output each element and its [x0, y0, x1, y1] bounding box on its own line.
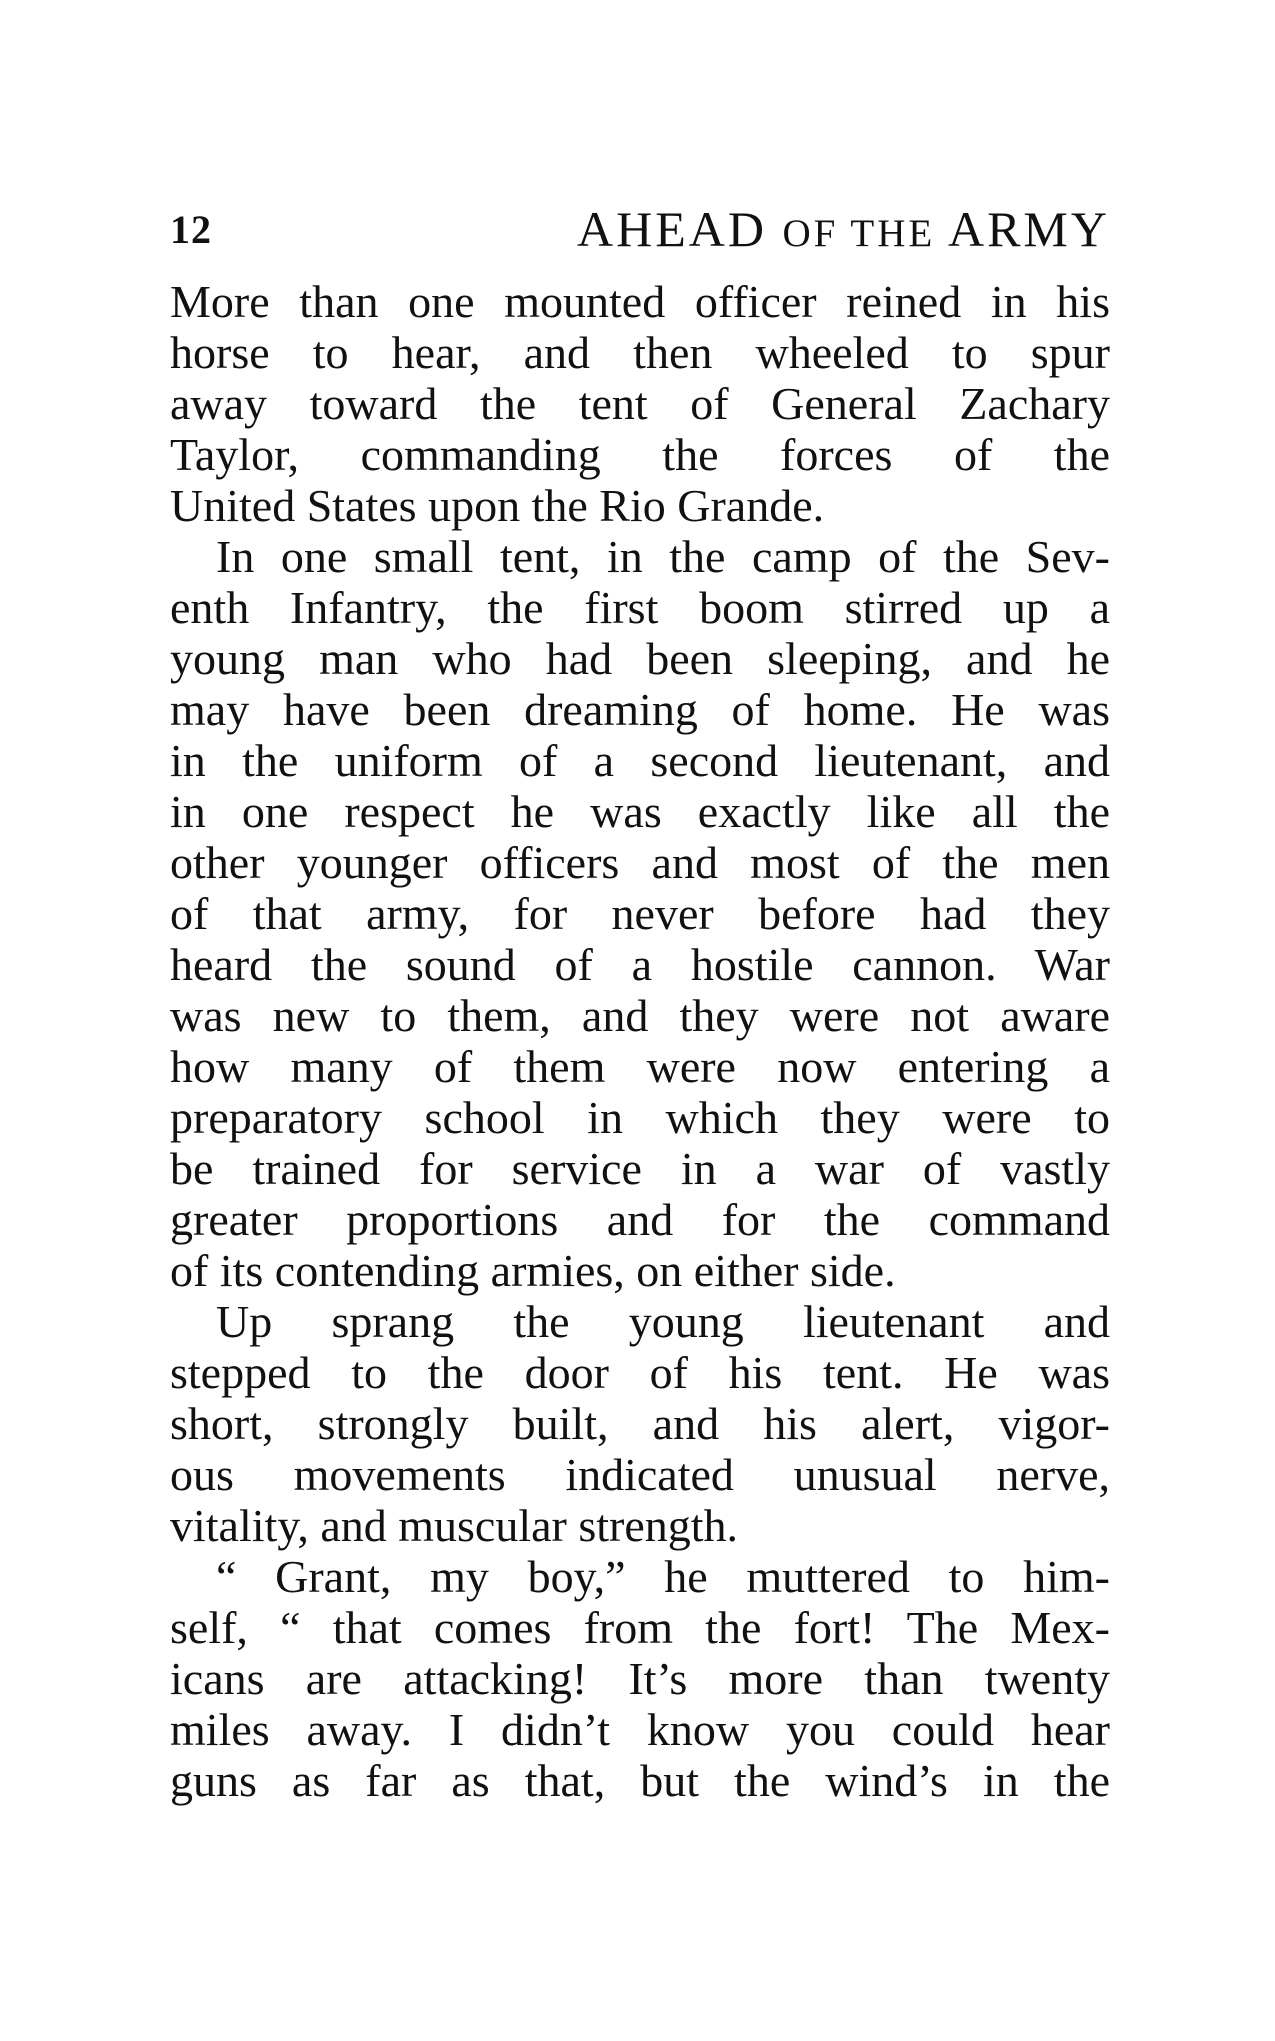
- paragraph-3: [170, 1296, 1110, 1551]
- paragraph-1: [170, 276, 1110, 531]
- text-line: “ Grant, my boy,” he muttered to him-: [216, 1551, 1110, 1602]
- text-line: ous movements indicated unusual nerve,: [170, 1449, 1110, 1500]
- text-line: may have been dreaming of home. He was: [170, 684, 1110, 735]
- text-line: miles away. I didn’t know you could hear: [170, 1704, 1110, 1755]
- text-line: other younger officers and most of the men: [170, 837, 1110, 888]
- text-line: of that army, for never before had they: [170, 888, 1110, 939]
- text-line: In one small tent, in the camp of the Sev-: [216, 531, 1110, 582]
- text-line: vitality, and muscular strength.: [170, 1500, 739, 1551]
- text-line: self, “ that comes from the fort! The Mex-: [170, 1602, 1110, 1653]
- text-line: More than one mounted officer reined in his: [170, 276, 1110, 327]
- text-line: United States upon the Rio Grande.: [170, 480, 825, 531]
- text-line: how many of them were now entering a: [170, 1041, 1110, 1092]
- text-line: heard the sound of a hostile cannon. War: [170, 939, 1110, 990]
- text-line: away toward the tent of General Zachary: [170, 378, 1110, 429]
- text-line: Up sprang the young lieutenant and: [216, 1296, 1110, 1347]
- text-line: Taylor, commanding the forces of the: [170, 429, 1110, 480]
- text-line: guns as far as that, but the wind’s in the: [170, 1755, 1110, 1806]
- text-line: in one respect he was exactly like all the: [170, 786, 1110, 837]
- running-title-word-ahead: AHEAD: [577, 201, 767, 257]
- text-line: was new to them, and they were not aware: [170, 990, 1110, 1041]
- running-title-word-army: ARMY: [947, 201, 1110, 257]
- page-number: 12: [170, 207, 212, 252]
- text-line: greater proportions and for the command: [170, 1194, 1110, 1245]
- text-line: icans are attacking! It’s more than twenty: [170, 1653, 1110, 1704]
- text-line: stepped to the door of his tent. He was: [170, 1347, 1110, 1398]
- paragraph-4: [170, 1551, 1110, 1806]
- text-line: of its contending armies, on either side.: [170, 1245, 896, 1296]
- running-title: [577, 200, 1110, 258]
- text-line: preparatory school in which they were to: [170, 1092, 1110, 1143]
- book-page: [170, 200, 1110, 1806]
- paragraph-2: [170, 531, 1110, 1296]
- text-line: young man who had been sleeping, and he: [170, 633, 1110, 684]
- text-line: short, strongly built, and his alert, vigor-: [170, 1398, 1110, 1449]
- text-line: enth Infantry, the first boom stirred up a: [170, 582, 1110, 633]
- text-line: horse to hear, and then wheeled to spur: [170, 327, 1110, 378]
- text-line: be trained for service in a war of vastly: [170, 1143, 1110, 1194]
- running-title-words-of-the: OF THE: [782, 212, 936, 255]
- text-line: in the uniform of a second lieutenant, and: [170, 735, 1110, 786]
- running-head: [170, 200, 1110, 260]
